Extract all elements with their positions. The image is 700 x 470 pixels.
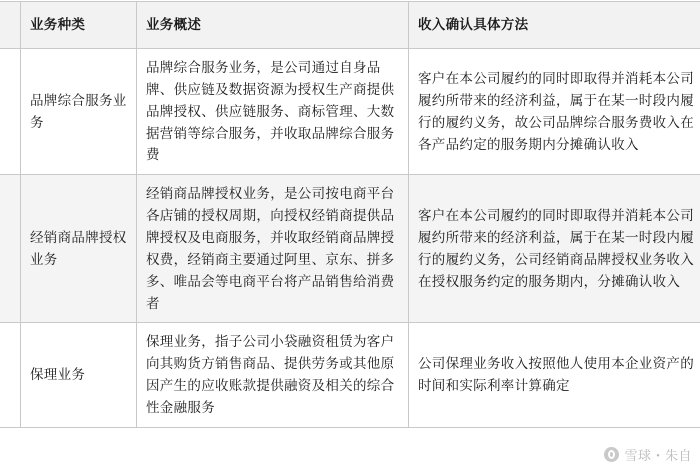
business-description-cell: 经销商品牌授权业务，是公司按电商平台各店铺的授权周期，向授权经销商提供品牌授权及电商服务，并收取经销商品牌授权费，经销商主要通过阿里、京东、拼多多、唯品会等电商平台将产品销售给消费者: [137, 175, 409, 323]
row-edge-cell: [0, 49, 21, 175]
table-header-cell-desc: 业务概述: [137, 2, 409, 49]
watermark-text: 雪球・朱自: [624, 448, 692, 463]
table-header-cell-edge: [0, 2, 21, 49]
business-type-cell: 保理业务: [21, 323, 137, 427]
row-edge-cell: [0, 175, 21, 323]
table-row: [0, 323, 700, 427]
snowball-logo-icon: [604, 447, 619, 462]
business-type-cell: 品牌综合服务业务: [21, 49, 137, 175]
table-header-cell-method: 收入确认具体方法: [409, 2, 700, 49]
table-header-cell-type: 业务种类: [21, 2, 137, 49]
table-body: [0, 49, 700, 428]
revenue-recognition-table: [0, 1, 700, 428]
recognition-method-cell: 客户在本公司履约的同时即取得并消耗本公司履约所带来的经济利益，属于在某一时段内履行的履约义务，公司经销商品牌授权业务收入在授权服务约定的服务期内，分摊确认收入: [409, 175, 700, 323]
business-description-cell: 保理业务，指子公司小袋融资租赁为客户向其购货方销售商品、提供劳务或其他原因产生的应收账款提供融资及相关的综合性金融服务: [137, 323, 409, 427]
recognition-method-cell: 客户在本公司履约的同时即取得并消耗本公司履约所带来的经济利益，属于在某一时段内履行的履约义务，故公司品牌综合服务费收入在各产品约定的服务期内分摊确认收入: [409, 49, 700, 175]
table-row: [0, 175, 700, 323]
recognition-method-cell: 公司保理业务收入按照他人使用本企业资产的时间和实际利率计算确定: [409, 323, 700, 427]
business-description-cell: 品牌综合服务业务，是公司通过自身品牌、供应链及数据资源为授权生产商提供品牌授权、供应链服务、商标管理、大数据营销等综合服务，并收取品牌综合服务费: [137, 49, 409, 175]
row-edge-cell: [0, 323, 21, 427]
table-header-row: [0, 2, 700, 49]
watermark: [604, 445, 692, 464]
table-header: [0, 2, 700, 49]
table-row: [0, 49, 700, 175]
business-type-cell: 经销商品牌授权业务: [21, 175, 137, 323]
